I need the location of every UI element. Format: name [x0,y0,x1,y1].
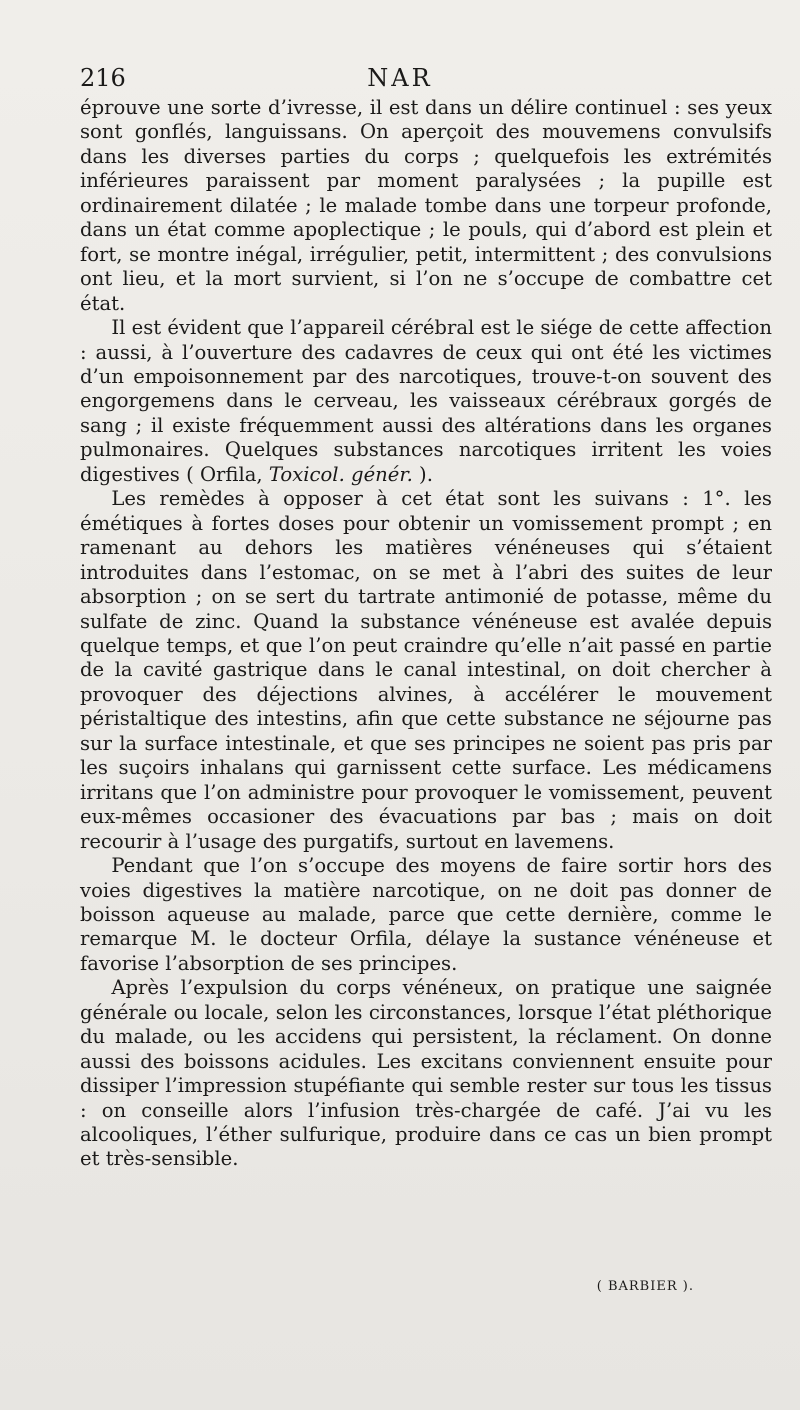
paragraph-4: Pendant que l’on s’occupe des moyens de faire sortir hors des voies digestives la matière narcotique, on ne doit pas donner de boisson aqueuse au malade, parce que cette dernière, comme le remarque M. le docteur Orfila, délaye la sustance vénéneuse et favorise l’absorption de ses principes. [80,854,772,975]
citation: Toxicol. génér. [268,462,413,486]
paragraph-1: éprouve une sorte d’ivresse, il est dans un délire continuel : ses yeux sont gonflés, languissans. On aperçoit des mouvemens convulsifs dans les diverses parties du corps ; quelquefois les extrémités inférieures paraissent par moment paralysées ; la pupille est ordinairement dilatée ; le malade tombe dans une torpeur profonde, dans un état comme apoplectique ; le pouls, qui d’abord est plein et fort, se montre inégal, irrégulier, petit, intermittent ; des convulsions ont lieu, et la mort survient, si l’on ne s’occupe de combattre cet état. [80,96,772,315]
paragraph-3: Les remèdes à opposer à cet état sont les suivans : 1°. les émétiques à fortes doses pour obtenir un vomissement prompt ; en ramenant au dehors les matières vénéneuses qui s’étaient introduites dans l’estomac, on se met à l’abri des suites de leur absorption ; on se sert du tartrate antimonié de potasse, même du sulfate de zinc. Quand la substance vénéneuse est avalée depuis quelque temps, et que l’on peut craindre qu’elle n’ait passé en partie de la cavité gastrique dans le canal intestinal, on doit chercher à provoquer des déjections alvines, à accélérer le mouvement péristaltique des intestins, afin que cette substance ne séjourne pas sur la surface intestinale, et que ses principes ne soient pas pris par les suçoirs inhalans qui garnissent cette surface. Les médicamens irritans que l’on administre pour provoquer le vomissement, peuvent eux-mêmes occasioner des évacuations par bas ; mais on doit recourir à l’usage des purgatifs, surtout en lavemens. [80,487,772,853]
page-header [80,62,720,94]
paragraph-5: Après l’expulsion du corps vénéneux, on pratique une saignée générale ou locale, selon les circonstances, lorsque l’état pléthorique du malade, ou les accidens qui persistent, la réclament. On donne aussi des boissons acidules. Les excitans conviennent ensuite pour dissiper l’impression stupéfiante qui semble rester sur tous les tissus : on conseille alors l’infusion très-chargée de café. J’ai vu les alcooliques, l’éther sulfurique, produire dans ce cas un bien prompt et très-sensible. [80,976,772,1171]
running-head: NAR [367,64,433,92]
paragraph-2-end: ). [412,462,433,486]
body-text [80,96,772,1172]
author-signature: ( BARBIER ). [596,1279,694,1294]
paragraph-2-text: Il est évident que l’appareil cérébral est le siége de cette affection : aussi, à l’ouverture des cadavres de ceux qui ont été les victimes d’un empoisonnement par des narcotiques, trouve-t-on souvent des engorgemens dans le cerveau, les vaisseaux cérébraux gorgés de sang ; il existe fréquemment aussi des altérations dans les organes pulmonaires. Quelques substances narcotiques irritent les voies digestives ( Orfila, [80,316,772,486]
paragraph-2 [80,316,772,487]
page-number: 216 [80,64,126,92]
